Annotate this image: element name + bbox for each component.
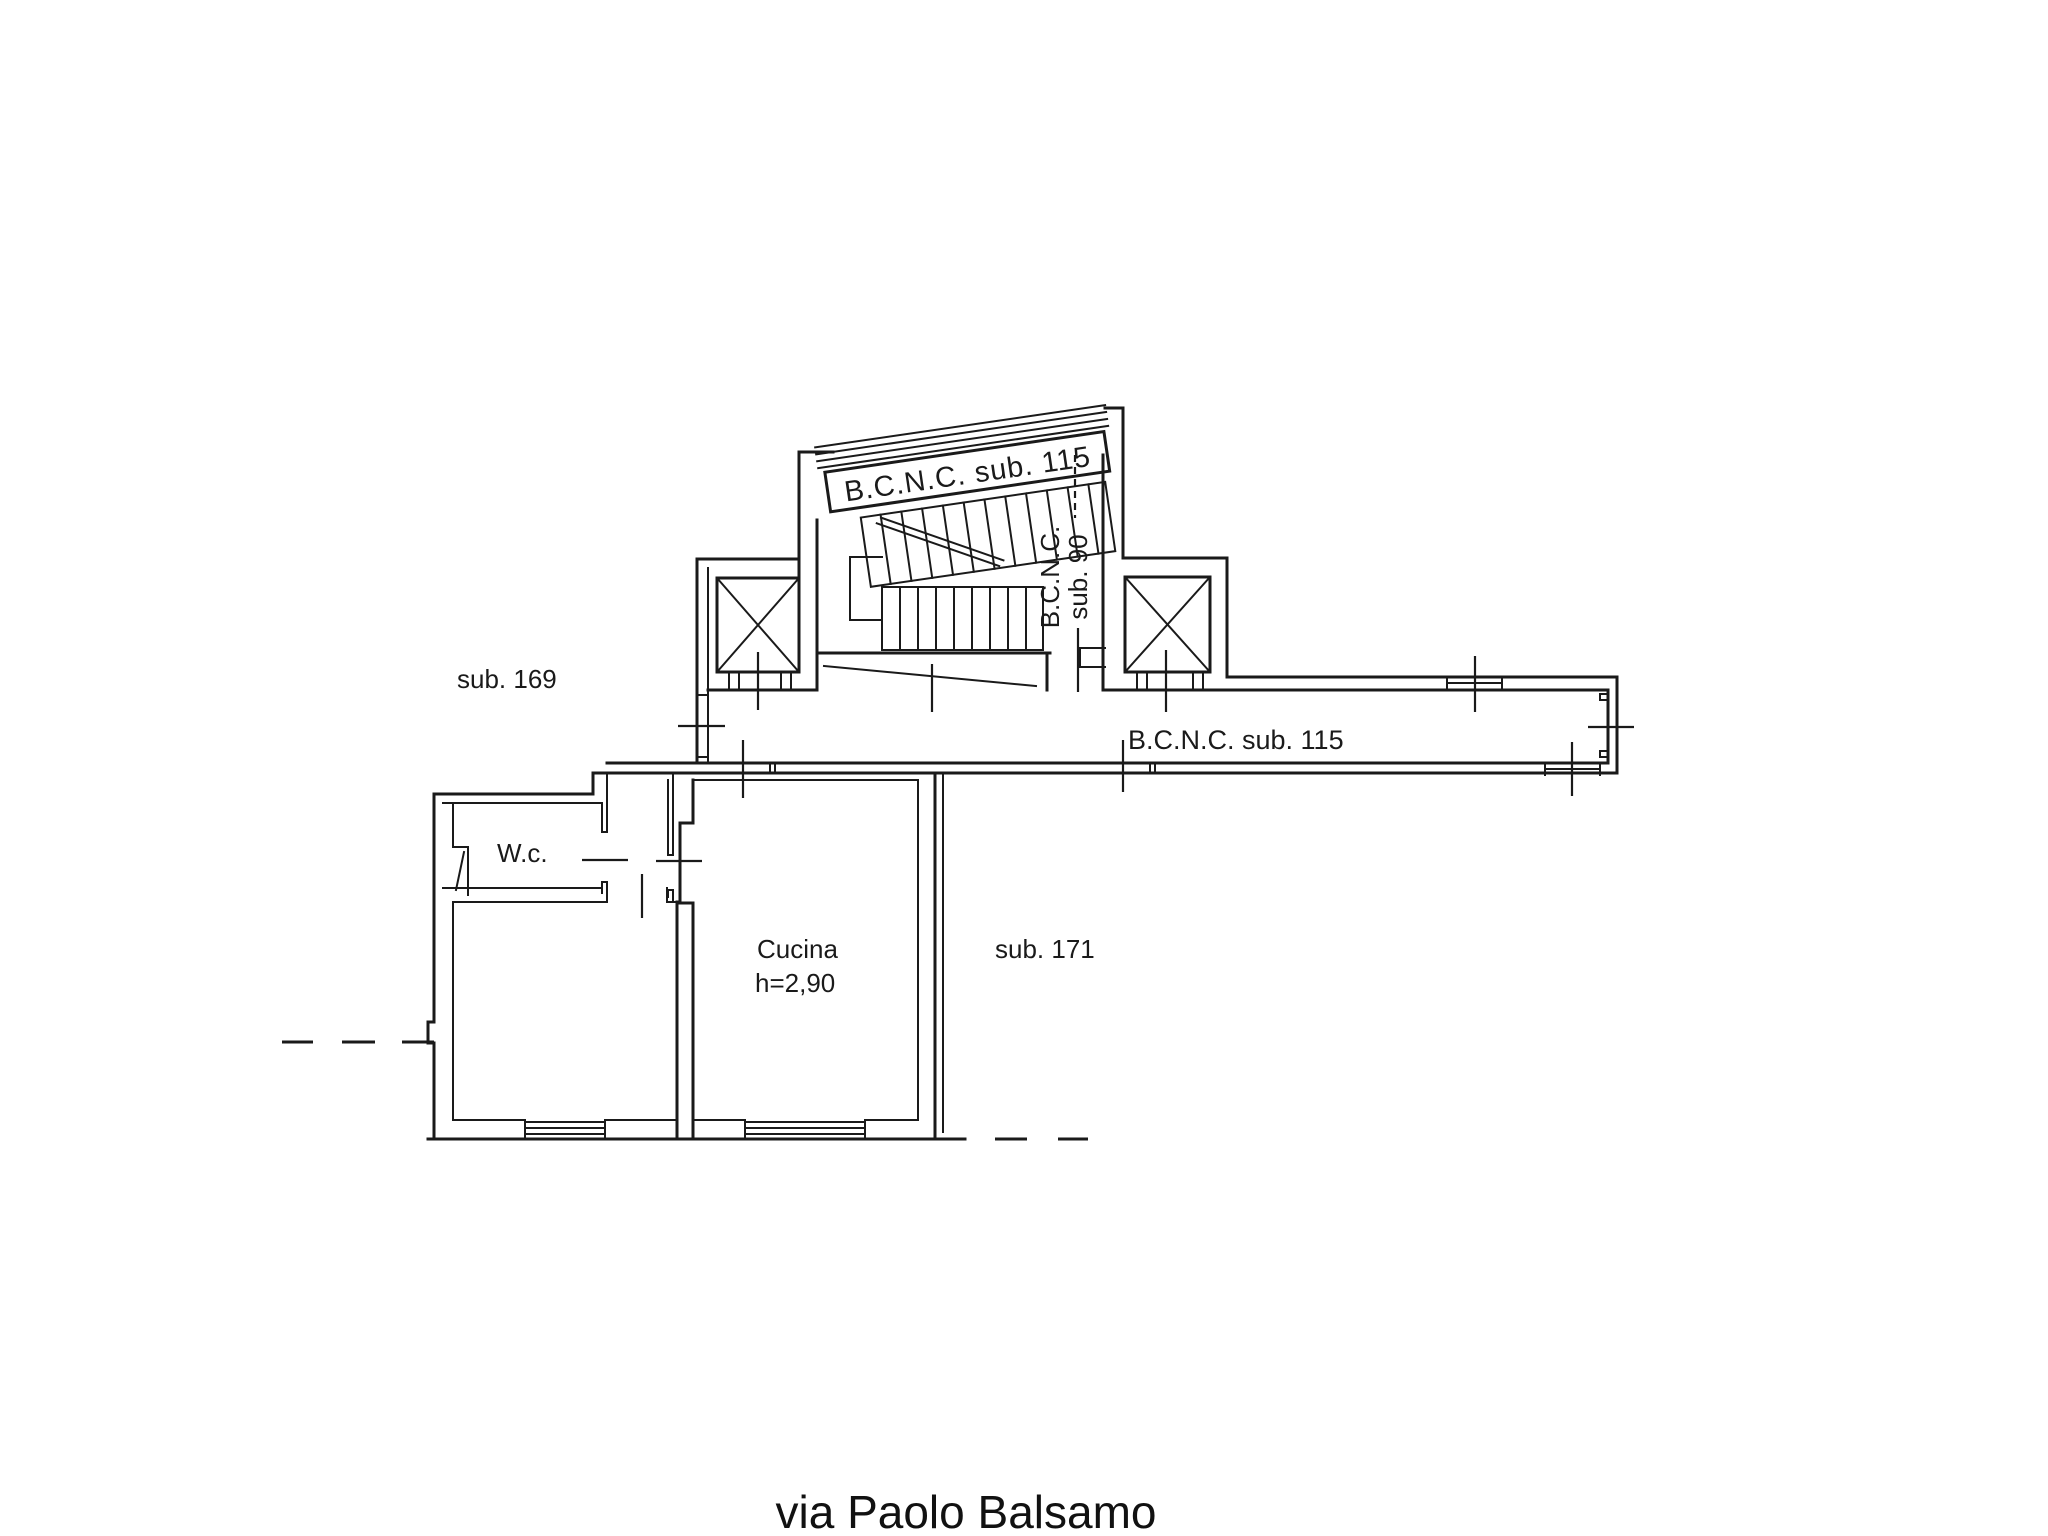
stair-block — [799, 405, 1227, 690]
sub-171-label: sub. 171 — [995, 934, 1095, 964]
wc-label: W.c. — [497, 838, 548, 868]
corridor-label: B.C.N.C. sub. 115 — [1128, 725, 1344, 755]
left-wing-walls — [697, 559, 799, 763]
kitchen-label: Cucina — [757, 934, 838, 964]
apartment-walls — [428, 773, 965, 1139]
window-left — [525, 1122, 605, 1139]
band-label: B.C.N.C. sub. 115 — [842, 440, 1093, 509]
window-right — [745, 1122, 865, 1139]
lower-flight — [882, 587, 1043, 650]
stairwell-label-line1: B.C.N.C. — [1035, 525, 1065, 629]
kitchen-height-label: h=2,90 — [755, 968, 836, 998]
street-title: via Paolo Balsamo — [775, 1486, 1157, 1536]
living-room-walls — [453, 902, 677, 1139]
sloped-strip — [824, 653, 1047, 690]
kitchen-walls — [680, 780, 918, 1139]
elevator-shaft-right — [1125, 577, 1210, 690]
stairwell-label-line2: sub. 90 — [1063, 534, 1093, 620]
corridor-walls — [593, 677, 1617, 775]
sub-169-label: sub. 169 — [457, 664, 557, 694]
